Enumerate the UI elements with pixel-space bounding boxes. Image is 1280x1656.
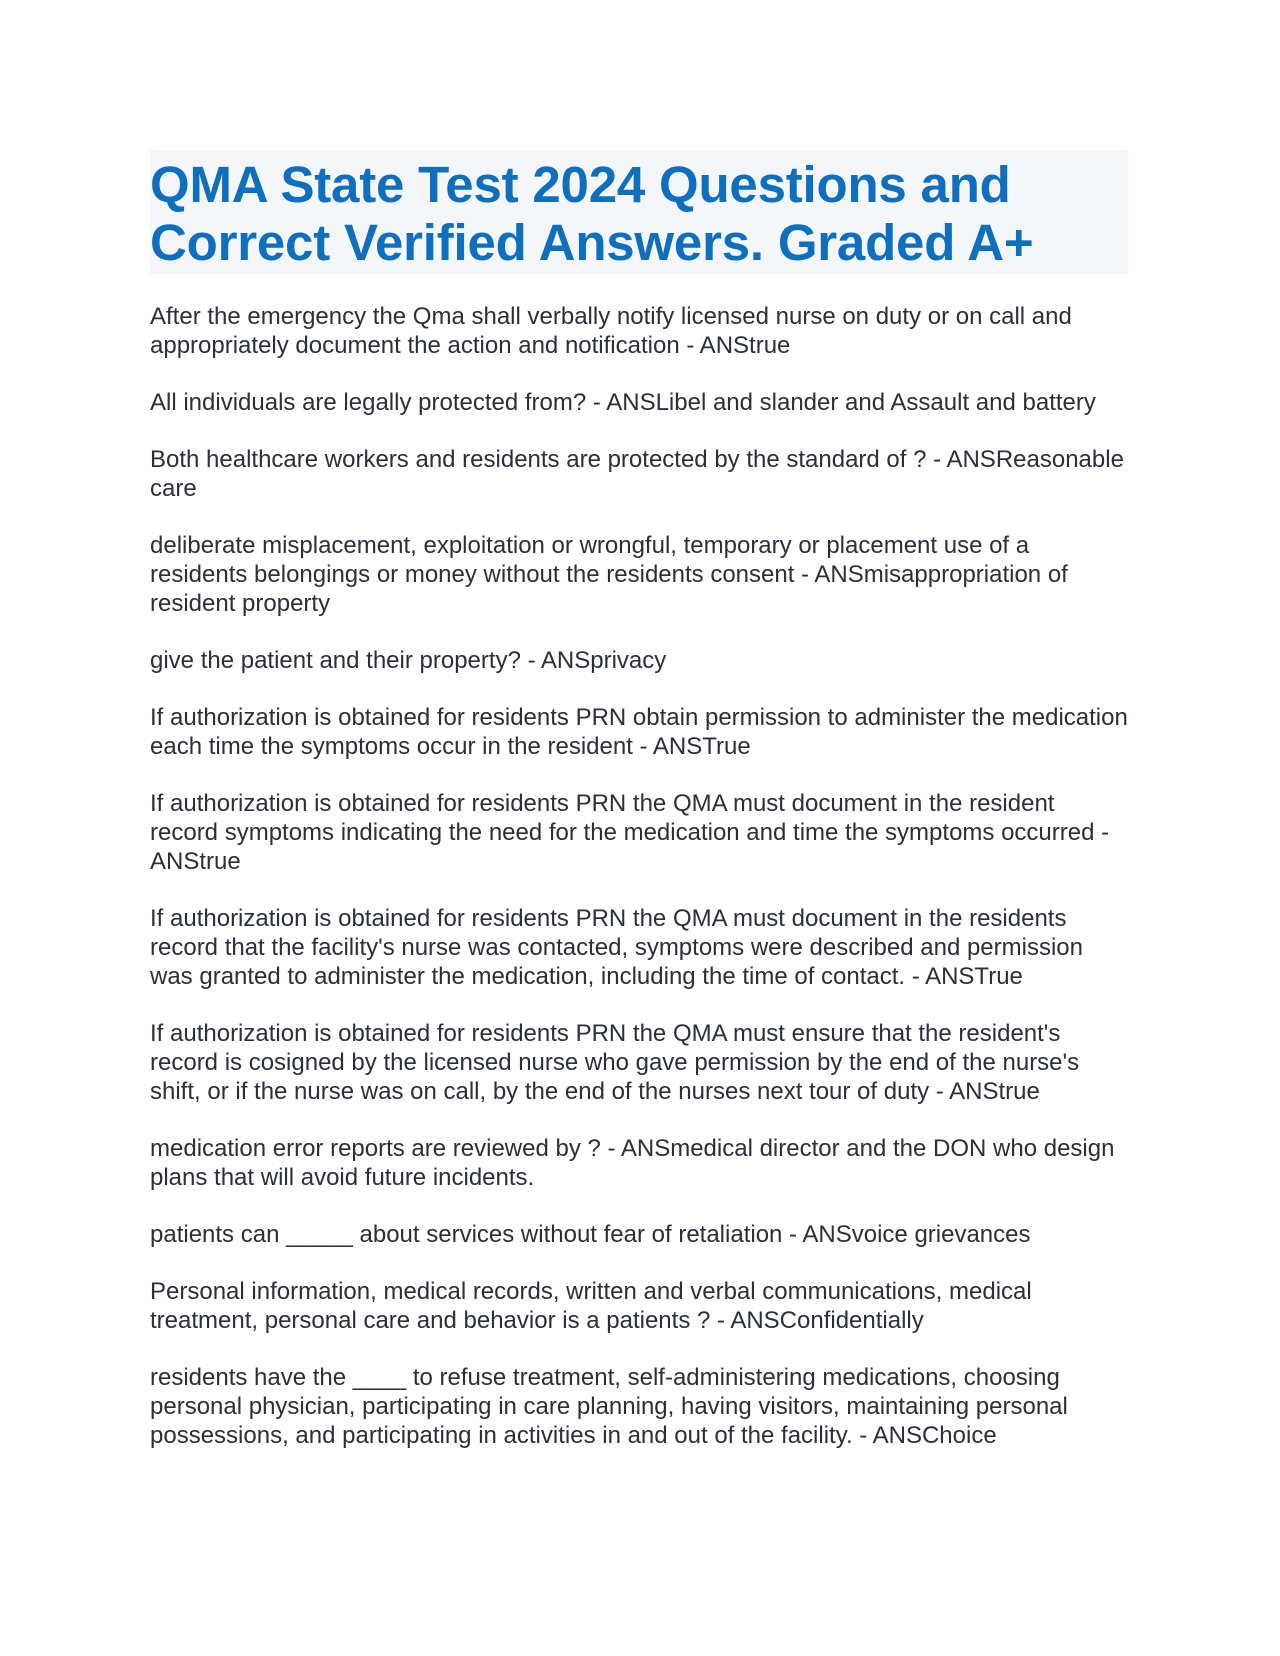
qa-item: If authorization is obtained for residents PRN the QMA must document in the resident record symptoms indicating the need for the medication and time the symptoms occurred - ANStrue xyxy=(150,790,1110,875)
qa-item: give the patient and their property? - ANSprivacy xyxy=(150,647,667,674)
qa-item: deliberate misplacement, exploitation or wrongful, temporary or placement use of a residents belongings or money without the residents consent - ANSmisappropriation of resident property xyxy=(150,532,1068,617)
document-page xyxy=(150,150,1128,1478)
qa-item: If authorization is obtained for residents PRN the QMA must ensure that the resident's record is cosigned by the licensed nurse who gave permission by the end of the nurse's shift, or if the nurse was on call, by the end of the nurses next tour of duty - ANStrue xyxy=(150,1020,1080,1105)
qa-item: Both healthcare workers and residents are protected by the standard of ? - ANSReasonable care xyxy=(150,446,1124,502)
title-block xyxy=(150,150,1128,274)
qa-item: If authorization is obtained for residents PRN the QMA must document in the residents record that the facility's nurse was contacted, symptoms were described and permission was granted to administer the medication, including the time of contact. - ANSTrue xyxy=(150,905,1083,990)
qa-item: All individuals are legally protected from? - ANSLibel and slander and Assault and battery xyxy=(150,389,1096,416)
qa-item: After the emergency the Qma shall verbally notify licensed nurse on duty or on call and appropriately document the action and notification - ANStrue xyxy=(150,303,1072,359)
qa-item: residents have the ____ to refuse treatment, self-administering medications, choosing personal physician, participating in care planning, having visitors, maintaining personal possessions, and participating in activities in and out of the facility. - ANSChoice xyxy=(150,1364,1068,1449)
qa-item: If authorization is obtained for residents PRN obtain permission to administer the medication each time the symptoms occur in the resident - ANSTrue xyxy=(150,704,1128,760)
qa-item: patients can _____ about services without fear of retaliation - ANSvoice grievances xyxy=(150,1221,1031,1248)
qa-list xyxy=(150,302,1128,1450)
page-title: QMA State Test 2024 Questions and Correct Verified Answers. Graded A+ xyxy=(150,156,1034,271)
qa-item: medication error reports are reviewed by ? - ANSmedical director and the DON who design plans that will avoid future incidents. xyxy=(150,1135,1115,1191)
qa-item: Personal information, medical records, written and verbal communications, medical treatment, personal care and behavior is a patients ? - ANSConfidentially xyxy=(150,1278,1032,1334)
